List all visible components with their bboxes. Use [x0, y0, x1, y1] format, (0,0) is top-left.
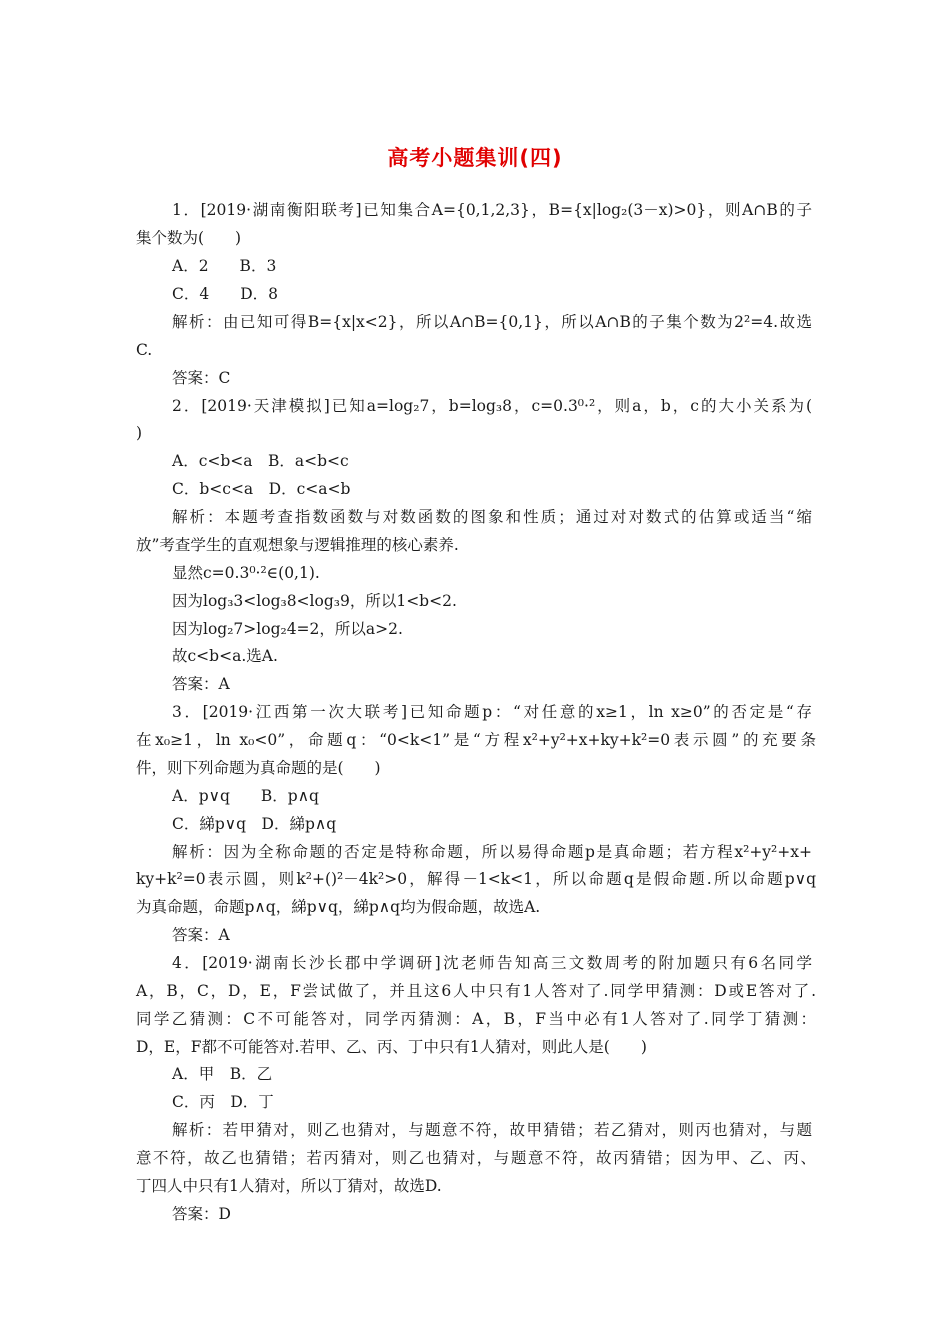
q1-answer: 答案：C [172, 369, 231, 387]
q2-option-ab: A．c<b<a B．a<b<c [172, 452, 349, 470]
q4-analysis-2: 意不符，故乙也猜错；若丙猜对，则乙也猜对，与题意不符，故丙猜错；因为甲、乙、丙、 [136, 1149, 816, 1167]
q4-analysis-3: 丁四人中只有1人猜对，所以丁猜对，故选D. [136, 1177, 442, 1195]
q1-analysis-1: 解析：由已知可得B={x|x<2}，所以A∩B={0,1}，所以A∩B的子集个数为2²=4.故选 [172, 313, 812, 331]
q4-option-cd: C．丙 D．丁 [172, 1093, 274, 1111]
q4-line-1: 4．[2019·湖南长沙长郡中学调研]沈老师告知高三文数周考的附加题只有6名同学 [172, 954, 812, 972]
q4-option-ab: A．甲 B．乙 [172, 1065, 273, 1083]
q3-answer: 答案：A [172, 926, 230, 944]
q2-line-2: ) [136, 424, 143, 442]
q1-line-2: 集个数为( ) [136, 229, 242, 247]
q1-option-cd: C．4 D．8 [172, 285, 279, 303]
q3-option-ab: A．p∨q B．p∧q [172, 787, 319, 805]
q2-analysis-4: 因为log₃3<log₃8<log₃9，所以1<b<2. [172, 592, 457, 610]
q4-analysis-1: 解析：若甲猜对，则乙也猜对，与题意不符，故甲猜错；若乙猜对，则丙也猜对，与题 [172, 1121, 812, 1139]
q2-analysis-3: 显然c=0.3⁰·²∈(0,1). [172, 564, 320, 582]
q1-line-1: 1．[2019·湖南衡阳联考]已知集合A={0,1,2,3}，B={x|log₂(3－x)>0}，则A∩B的子 [172, 201, 812, 219]
q2-analysis-5: 因为log₂7>log₂4=2，所以a>2. [172, 620, 403, 638]
q4-line-3: 同学乙猜测：C不可能答对，同学丙猜测：A，B，F当中必有1人答对了.同学丁猜测： [136, 1010, 816, 1028]
q1-analysis-2: C. [136, 341, 153, 359]
q3-analysis-1: 解析：因为全称命题的否定是特称命题，所以易得命题p是真命题；若方程x²+y²+x+ [172, 843, 812, 861]
q3-line-2: 在x₀≥1，ln x₀<0”，命题q：“0<k<1”是“方程x²+y²+x+ky+k²=0表示圆”的充要条 [136, 731, 816, 749]
q4-line-2: A，B，C，D，E，F尝试做了，并且这6人中只有1人答对了.同学甲猜测：D或E答对了. [136, 982, 816, 1000]
q3-analysis-3: 为真命题，命题p∧q，綈p∨q，綈p∧q均为假命题，故选A. [136, 898, 541, 916]
page-title: 高考小题集训(四) [387, 146, 563, 170]
q2-line-1: 2．[2019·天津模拟]已知a=log₂7，b=log₃8，c=0.3⁰·²，则a，b，c的大小关系为( [172, 397, 812, 415]
q3-option-cd: C．綈p∨q D．綈p∧q [172, 815, 337, 833]
q2-analysis-6: 故c<b<a.选A. [172, 647, 278, 665]
q2-option-cd: C．b<c<a D．c<a<b [172, 480, 351, 498]
q2-answer: 答案：A [172, 675, 230, 693]
q3-line-1: 3．[2019·江西第一次大联考]已知命题p：“对任意的x≥1，ln x≥0”的否定是“存 [172, 703, 812, 721]
q3-line-3: 件，则下列命题为真命题的是( ) [136, 759, 381, 777]
q2-analysis-1: 解析：本题考查指数函数与对数函数的图象和性质；通过对对数式的估算或适当“缩 [172, 508, 812, 526]
q3-analysis-2: ky+k²=0表示圆，则k²+()²－4k²>0，解得－1<k<1，所以命题q是假命题.所以命题p∨q [136, 870, 816, 888]
q2-analysis-2: 放”考查学生的直观想象与逻辑推理的核心素养. [136, 536, 459, 554]
q4-answer: 答案：D [172, 1205, 231, 1223]
q1-option-ab: A．2 B．3 [172, 257, 277, 275]
q4-line-4: D，E，F都不可能答对.若甲、乙、丙、丁中只有1人猜对，则此人是( ) [136, 1038, 647, 1056]
